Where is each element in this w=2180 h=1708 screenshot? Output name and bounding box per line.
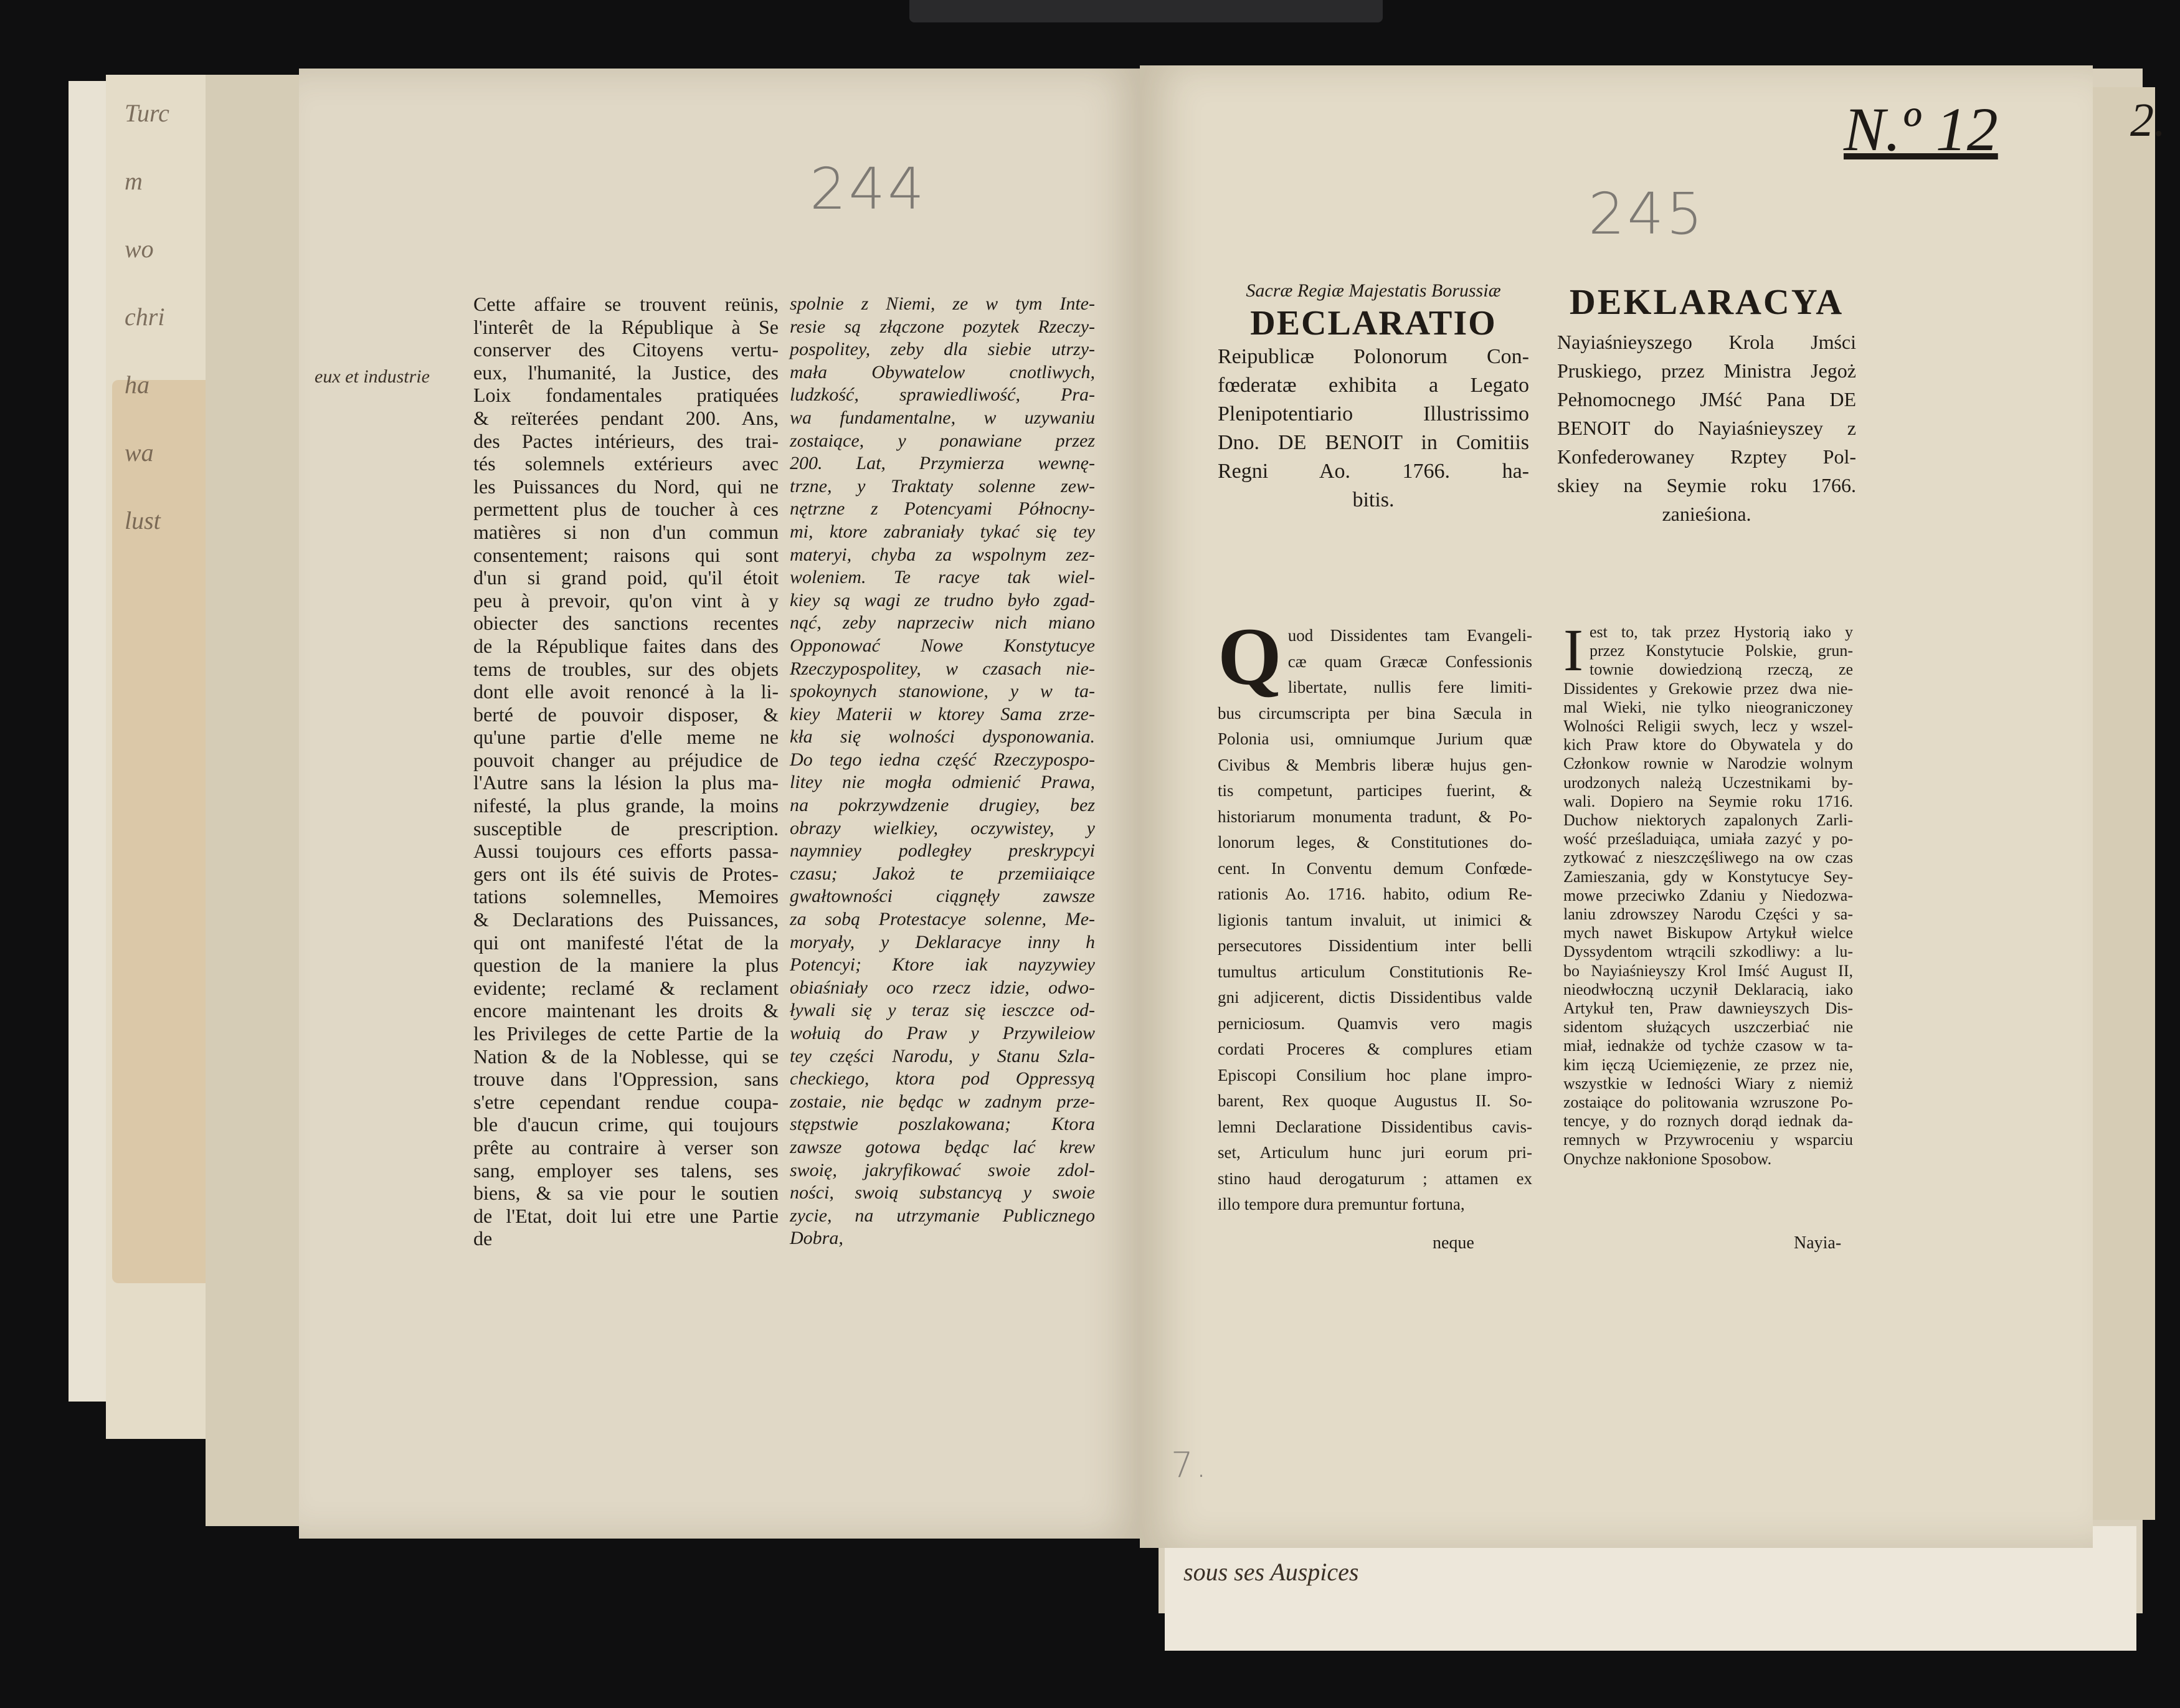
text-line: est to, tak przez Hystorią iako y [1589, 623, 1853, 641]
latin-catchword: neque [1433, 1233, 1474, 1253]
text-line: resie są złączone pozytek Rzeczy- [790, 316, 1095, 337]
text-line: Duchow niektorych zapalonych Zarli- [1563, 811, 1853, 830]
text-line: ływali się y teraz się iesczce od- [790, 1000, 1095, 1021]
text-line: Cette affaire se trouvent reünis, [473, 293, 779, 315]
text-line: & reïterées pendant 200. Ans, [473, 406, 779, 429]
text-line: de [473, 1227, 493, 1250]
text-line: stępstwie poszlakowana; Ktora [790, 1114, 1095, 1135]
text-line: matières si non d'un commun [473, 520, 779, 543]
text-line: nieodwłoczną uczynił Deklaracią, iako [1563, 980, 1853, 999]
french-column [473, 293, 779, 1250]
text-line: spolnie z Niemi, ze w tym Inte- [790, 293, 1095, 314]
text-line: obiecter des sanctions recentes [473, 612, 779, 635]
polish-body [1563, 617, 1853, 1169]
text-line: des Pactes intérieurs, des trai- [473, 429, 779, 452]
binding-clip [909, 0, 1383, 22]
text-line: nąć, zeby naprzeciw nich miano [790, 612, 1095, 633]
latin-heading-lines [1218, 343, 1529, 515]
text-line: illo tempore dura premuntur fortuna, [1218, 1195, 1465, 1213]
text-line: susceptible de prescription. [473, 817, 779, 840]
text-line: Dyssydentom wtrącili szkodliwy: a lu- [1563, 942, 1853, 961]
text-line: mała Obywatelow cnotliwych, [790, 361, 1095, 382]
text-line: trouve dans l'Oppression, sans [473, 1068, 779, 1091]
text-line: barent, Rex quoque Augustus II. So- [1218, 1091, 1532, 1110]
text-line: tis competunt, participes fuerint, & [1218, 781, 1532, 800]
text-line: kła się wolności dysponowania. [790, 726, 1095, 747]
text-line: conserver des Citoyens vertu- [473, 338, 779, 361]
heading-line: Pełnomocnego JMść Pana DE [1557, 388, 1856, 410]
text-line: gni adjicerent, dictis Dissidentibus valde [1218, 988, 1532, 1007]
text-line: ludzkość, sprawiedliwość, Pra- [790, 384, 1095, 406]
text-line: zostaiące, y ponawiane przez [790, 430, 1095, 451]
text-line: kiey są wagi ze trudno było zgad- [790, 589, 1095, 610]
heading-line: bitis. [1352, 488, 1395, 511]
text-line: tems de troubles, sur des objets [473, 657, 779, 680]
text-line: set, Articulum hunc juri eorum pri- [1218, 1143, 1532, 1162]
text-line: historiarum monumenta tradunt, & Po- [1218, 807, 1532, 826]
heading-line: Nayiaśnieyszego Krola Jmści [1557, 331, 1856, 353]
text-line: cent. In Conventu demum Confœde- [1218, 858, 1532, 878]
text-line: Rzeczypospolitey, w czasach nie- [790, 658, 1095, 679]
heading-line: Reipublicæ Polonorum Con- [1218, 345, 1529, 368]
text-line: mych nawet Biskupow Artykuł wielce [1563, 924, 1853, 942]
catalog-edge-number: 2. [2130, 94, 2166, 146]
polish-dropcap: I [1563, 617, 1583, 683]
latin-title: DECLARATIO [1250, 304, 1497, 343]
text-line: persecutores Dissidentium inter belli [1218, 936, 1532, 955]
text-line: ligionis tantum invaluit, ut inimici & [1218, 910, 1532, 929]
heading-line: skiey na Seymie roku 1766. [1557, 474, 1856, 496]
text-line: na pokrzywdzenie drugiey, bez [790, 795, 1095, 816]
text-line: tencye, y do roznych dorąd iednak da- [1563, 1112, 1853, 1131]
text-line: 200. Lat, Przymierza wewnę- [790, 453, 1095, 474]
text-line: sang, employer ses talens, ses [473, 1159, 779, 1182]
text-line: swoię, jakryfikować swoie zdol- [790, 1159, 1095, 1180]
text-line: zytkować z nieszczęśliwego na ow czas [1563, 848, 1853, 867]
text-line: wa fundamentalne, w uzywaniu [790, 407, 1095, 428]
text-line: za sobą Protestacye solenne, Me- [790, 909, 1095, 930]
text-line: sidentom służących uszczerbiać nie [1563, 1018, 1853, 1037]
text-line: les Puissances du Nord, qui ne [473, 475, 779, 498]
text-line: Onychze nakłonione Sposobow. [1563, 1149, 1772, 1168]
text-line: stino haud derogaturum ; attamen ex [1218, 1169, 1532, 1188]
text-line: Wolności Religii swych, lecz y wszel- [1563, 717, 1853, 736]
bottom-handwritten-note: sous ses Auspices [1183, 1558, 1359, 1586]
text-line: spokoynych stanowione, y w ta- [790, 681, 1095, 702]
text-line: perniciosum. Quamvis vero magis [1218, 1013, 1532, 1033]
text-line: prête au contraire à verser son [473, 1136, 779, 1159]
text-line: kim ięczą Uciemięzenie, ze przez nie, [1563, 1055, 1853, 1074]
text-line: gers ont ils été suivis de Protes- [473, 862, 779, 885]
text-line: kiey Materii w ktorey Sama zrze- [790, 703, 1095, 724]
text-line: kich Praw ktore do Obywatela y do [1563, 736, 1853, 754]
text-line: eux, l'humanité, la Justice, des [473, 361, 779, 384]
heading-line: Pruskiego, przez Ministra Jegoż [1557, 359, 1856, 382]
text-line: materyi, chyba za wspolnym zez- [790, 544, 1095, 565]
text-line: encore maintenant les droits & [473, 999, 779, 1022]
text-line: tey części Narodu, y Stanu Szla- [790, 1045, 1095, 1066]
polish-heading-lines [1557, 328, 1856, 528]
text-line: zawsze gotowa będąc lać krew [790, 1136, 1095, 1157]
text-line: pospolitey, zeby dla siebie utrzy- [790, 339, 1095, 360]
text-line: Episcopi Consilium hoc plane impro- [1218, 1065, 1532, 1084]
text-line: cæ quam Græcæ Confessionis [1287, 652, 1532, 671]
folio-number-right: 245 [1588, 181, 1705, 247]
text-line: dont elle avoit renoncé à la li- [473, 680, 779, 703]
text-line: bus circumscripta per bina Sæcula in [1218, 703, 1532, 723]
text-line: Aussi toujours ces efforts passa- [473, 840, 779, 863]
text-line: zostaiące do politowania wzruszone Po- [1563, 1093, 1853, 1112]
text-line: Loix fondamentales pratiquées [473, 384, 779, 407]
heading-line: fœderatæ exhibita a Legato [1218, 374, 1529, 397]
underlying-page-left [206, 75, 311, 1526]
text-line: libertate, nullis fere limiti- [1287, 678, 1532, 696]
text-line: checkiego, ktora pod Oppressyą [790, 1068, 1095, 1089]
bottom-pencil-mark: 7. [1171, 1445, 1210, 1486]
text-line: Zamieszania, gdy w Konstytucye Sey- [1563, 867, 1853, 886]
text-line: lonorum leges, & Constitutiones do- [1218, 833, 1532, 852]
text-line: laniu zdrowszey Narodu Części y sa- [1563, 905, 1853, 924]
text-line: Civibus & Membris liberæ hujus gen- [1218, 755, 1532, 774]
text-line: qui ont manifesté l'état de la [473, 931, 779, 954]
text-line: Do tego iedna część Rzeczypospo- [790, 749, 1095, 770]
text-line: tumultus articulum Constitutionis Re- [1218, 962, 1532, 981]
text-line: zostaie, nie będąc w zadnym prze- [790, 1091, 1095, 1112]
text-line: uod Dissidentes tam Evangeli- [1287, 626, 1532, 645]
text-line: Potencyi; Ktore iak nayzywiey [790, 954, 1095, 975]
text-line: wali. Dopiero na Seymie roku 1716. [1563, 792, 1853, 810]
royal-title: Sacræ Regiæ Majestatis Borussiæ [1246, 280, 1501, 301]
polish-body-lines [1563, 617, 1853, 1169]
text-line: miał, iednakże od tychże czasow w ta- [1563, 1037, 1853, 1055]
text-line: Polonia usi, omniumque Jurium quæ [1218, 729, 1532, 748]
heading-line: Dno. DE BENOIT in Comitiis [1218, 431, 1529, 454]
latin-dropcap: Q [1218, 610, 1282, 702]
latin-body [1218, 610, 1532, 1218]
text-line: question de la maniere la plus [473, 954, 779, 977]
text-line: rationis Ao. 1716. habito, odium Re- [1218, 885, 1532, 903]
margin-note: eux et industrie [315, 366, 430, 387]
text-line: wszystkie w Iedności Wiary z niemiż [1563, 1074, 1853, 1093]
text-line: lemni Declaratione Dissidentibus cavis- [1218, 1117, 1532, 1136]
text-line: Członkow rownie w Narodzie wolnym [1563, 754, 1853, 773]
text-line: evidente; reclamé & reclament [473, 976, 779, 999]
text-line: mowe przeciwko Zdaniu y Niedozwa- [1563, 886, 1853, 904]
text-line: l'interêt de la République à Se [473, 315, 779, 338]
text-line: nętrzne z Potencyami Północny- [790, 498, 1095, 520]
text-line: czasu; Jakoż te przemiiaiące [790, 863, 1095, 884]
latin-body-lines [1218, 610, 1532, 1218]
polish-title: DEKLARACYA [1569, 282, 1844, 322]
polish-heading [1557, 280, 1856, 528]
text-line: naymniey podległey preskrypcyi [790, 840, 1095, 861]
text-line: de l'Etat, doit lui etre une Partie [473, 1204, 779, 1227]
text-line: mal Wieki, nie tylko nieograniczoney [1563, 698, 1853, 716]
text-line: berté de pouvoir disposer, & [473, 703, 779, 726]
text-line: consentement; raisons qui sont [473, 543, 779, 566]
text-line: ble d'aucun crime, qui toujours [473, 1113, 779, 1136]
polish-column [790, 293, 1095, 1250]
text-line: Dobra, [790, 1228, 843, 1249]
folio-number-left: 244 [810, 156, 927, 222]
heading-line: Plenipotentiario Illustrissimo [1218, 402, 1529, 425]
text-line: Dissidentes y Grekowie przez dwa nie- [1563, 679, 1853, 698]
text-line: obrazy wielkiey, oczywistey, y [790, 817, 1095, 838]
text-line: ności, swoią substancyą y swoie [790, 1182, 1095, 1203]
text-line: s'etre cependant rendue coupa- [473, 1090, 779, 1113]
heading-line: Konfederowaney Rzptey Pol- [1557, 445, 1856, 468]
text-line: tations solemnelles, Memoires [473, 885, 779, 908]
text-line: bo Nayiaśnieyszy Krol Imść August II, [1563, 961, 1853, 980]
text-line: mi, ktore zabraniały tykać się tey [790, 521, 1095, 542]
text-line: de la République faites dans des [473, 634, 779, 657]
text-line: cordati Proceres & complures etiam [1218, 1040, 1532, 1058]
text-line: trzne, y Traktaty solenne zew- [790, 475, 1095, 496]
text-line: l'Autre sans la lésion la plus ma- [473, 771, 779, 794]
catalog-number: N.º 12 [1844, 95, 1998, 164]
latin-heading [1218, 280, 1529, 515]
text-line: les Privileges de cette Partie de la [473, 1022, 779, 1045]
text-line: tés solemnels extérieurs avec [473, 452, 779, 475]
text-line: urodzonych należą Uczestnikami by- [1563, 773, 1853, 792]
text-line: peu à prevoir, qu'on vint à y [473, 589, 779, 612]
text-line: remnych w Przywroceniu y wsparciu [1563, 1131, 1853, 1149]
text-line: qu'une partie d'elle meme ne [473, 726, 779, 749]
text-line: permettent plus de toucher à ces [473, 498, 779, 521]
text-line: Artykuł ten, Praw dawnieyszych Dis- [1563, 999, 1853, 1018]
text-line: zycie, na utrzymanie Publicznego [790, 1205, 1095, 1226]
text-line: pouvoit changer au préjudice de [473, 748, 779, 771]
text-line: moryały, y Deklaracye inny h [790, 931, 1095, 952]
text-line: & Declarations des Puissances, [473, 908, 779, 931]
text-line: wość prześladuiąca, umiała zazyć y po- [1563, 830, 1853, 848]
text-line: woleniem. Te racye tak wiel- [790, 567, 1095, 588]
strip-handwriting: Turc m wo chri ha wa lust [125, 99, 169, 534]
text-line: wołuią do Praw y Przywileiow [790, 1023, 1095, 1043]
text-line: przez Konstytucie Polskie, grun- [1589, 642, 1853, 660]
text-line: biens, & sa vie pour le soutien [473, 1182, 779, 1205]
text-line: litey nie mogła odmienić Prawa, [790, 772, 1095, 793]
heading-line: BENOIT do Nayiaśnieyszey z [1557, 417, 1856, 439]
text-line: Opponować Nowe Konstytucye [790, 635, 1095, 656]
text-line: gwałtowności ciągnęły zawsze [790, 886, 1095, 907]
text-line: townie dowiedzioną rzeczą, ze [1589, 660, 1853, 679]
text-line: nifesté, la plus grande, la moins [473, 794, 779, 817]
heading-line: Regni Ao. 1766. ha- [1218, 460, 1529, 483]
heading-line: zanieśiona. [1662, 503, 1751, 525]
polish-catchword: Nayia- [1794, 1233, 1842, 1253]
text-line: obiaśniały oco rzecz idzie, odwo- [790, 977, 1095, 998]
text-line: Nation & de la Noblesse, qui se [473, 1045, 779, 1068]
text-line: d'un si grand poid, qu'il étoit [473, 566, 779, 589]
